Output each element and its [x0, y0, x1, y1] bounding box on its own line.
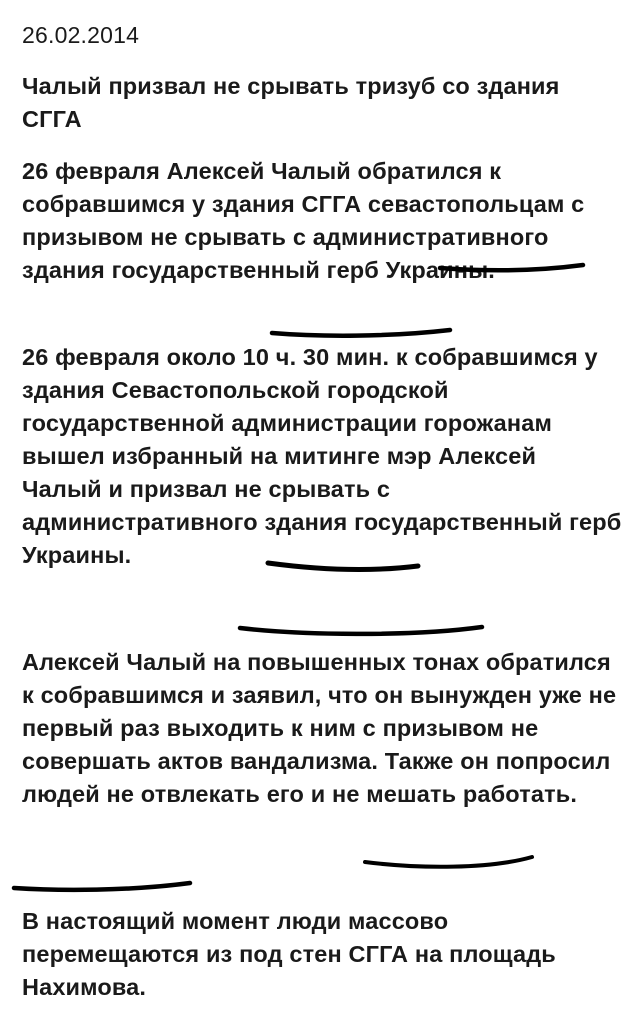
- publication-date: 26.02.2014: [22, 22, 140, 48]
- paragraph-1: 26 февраля Алексей Чалый обратился к собравшимся у здания СГГА севастопольцам с призывом не срывать с административного здания государственный герб Украины.: [22, 158, 585, 283]
- underline-mark-2: [272, 330, 450, 336]
- underline-mark-6: [14, 883, 190, 890]
- headline: Чалый призвал не срывать тризуб со здания СГГА: [22, 73, 560, 132]
- paragraph-3: Алексей Чалый на повышенных тонах обратился к собравшимся и заявил, что он вынужден уже не первый раз выходить к ним с призывом не совершать актов вандализма. Также он попросил людей не отвлекать его и не мешать работать.: [22, 649, 617, 807]
- underline-mark-4: [240, 627, 482, 634]
- paragraph-4: В настоящий момент люди массово перемещаются из под стен СГГА на площадь Нахимова.: [22, 908, 556, 1000]
- underline-mark-5: [365, 857, 532, 867]
- paragraph-2: 26 февраля около 10 ч. 30 мин. к собравшимся у здания Севастопольской городской государственной администрации горожанам вышел избранный на митинге мэр Алексей Чалый и призвал не срывать с административного здания государственный герб Украины.: [22, 344, 622, 568]
